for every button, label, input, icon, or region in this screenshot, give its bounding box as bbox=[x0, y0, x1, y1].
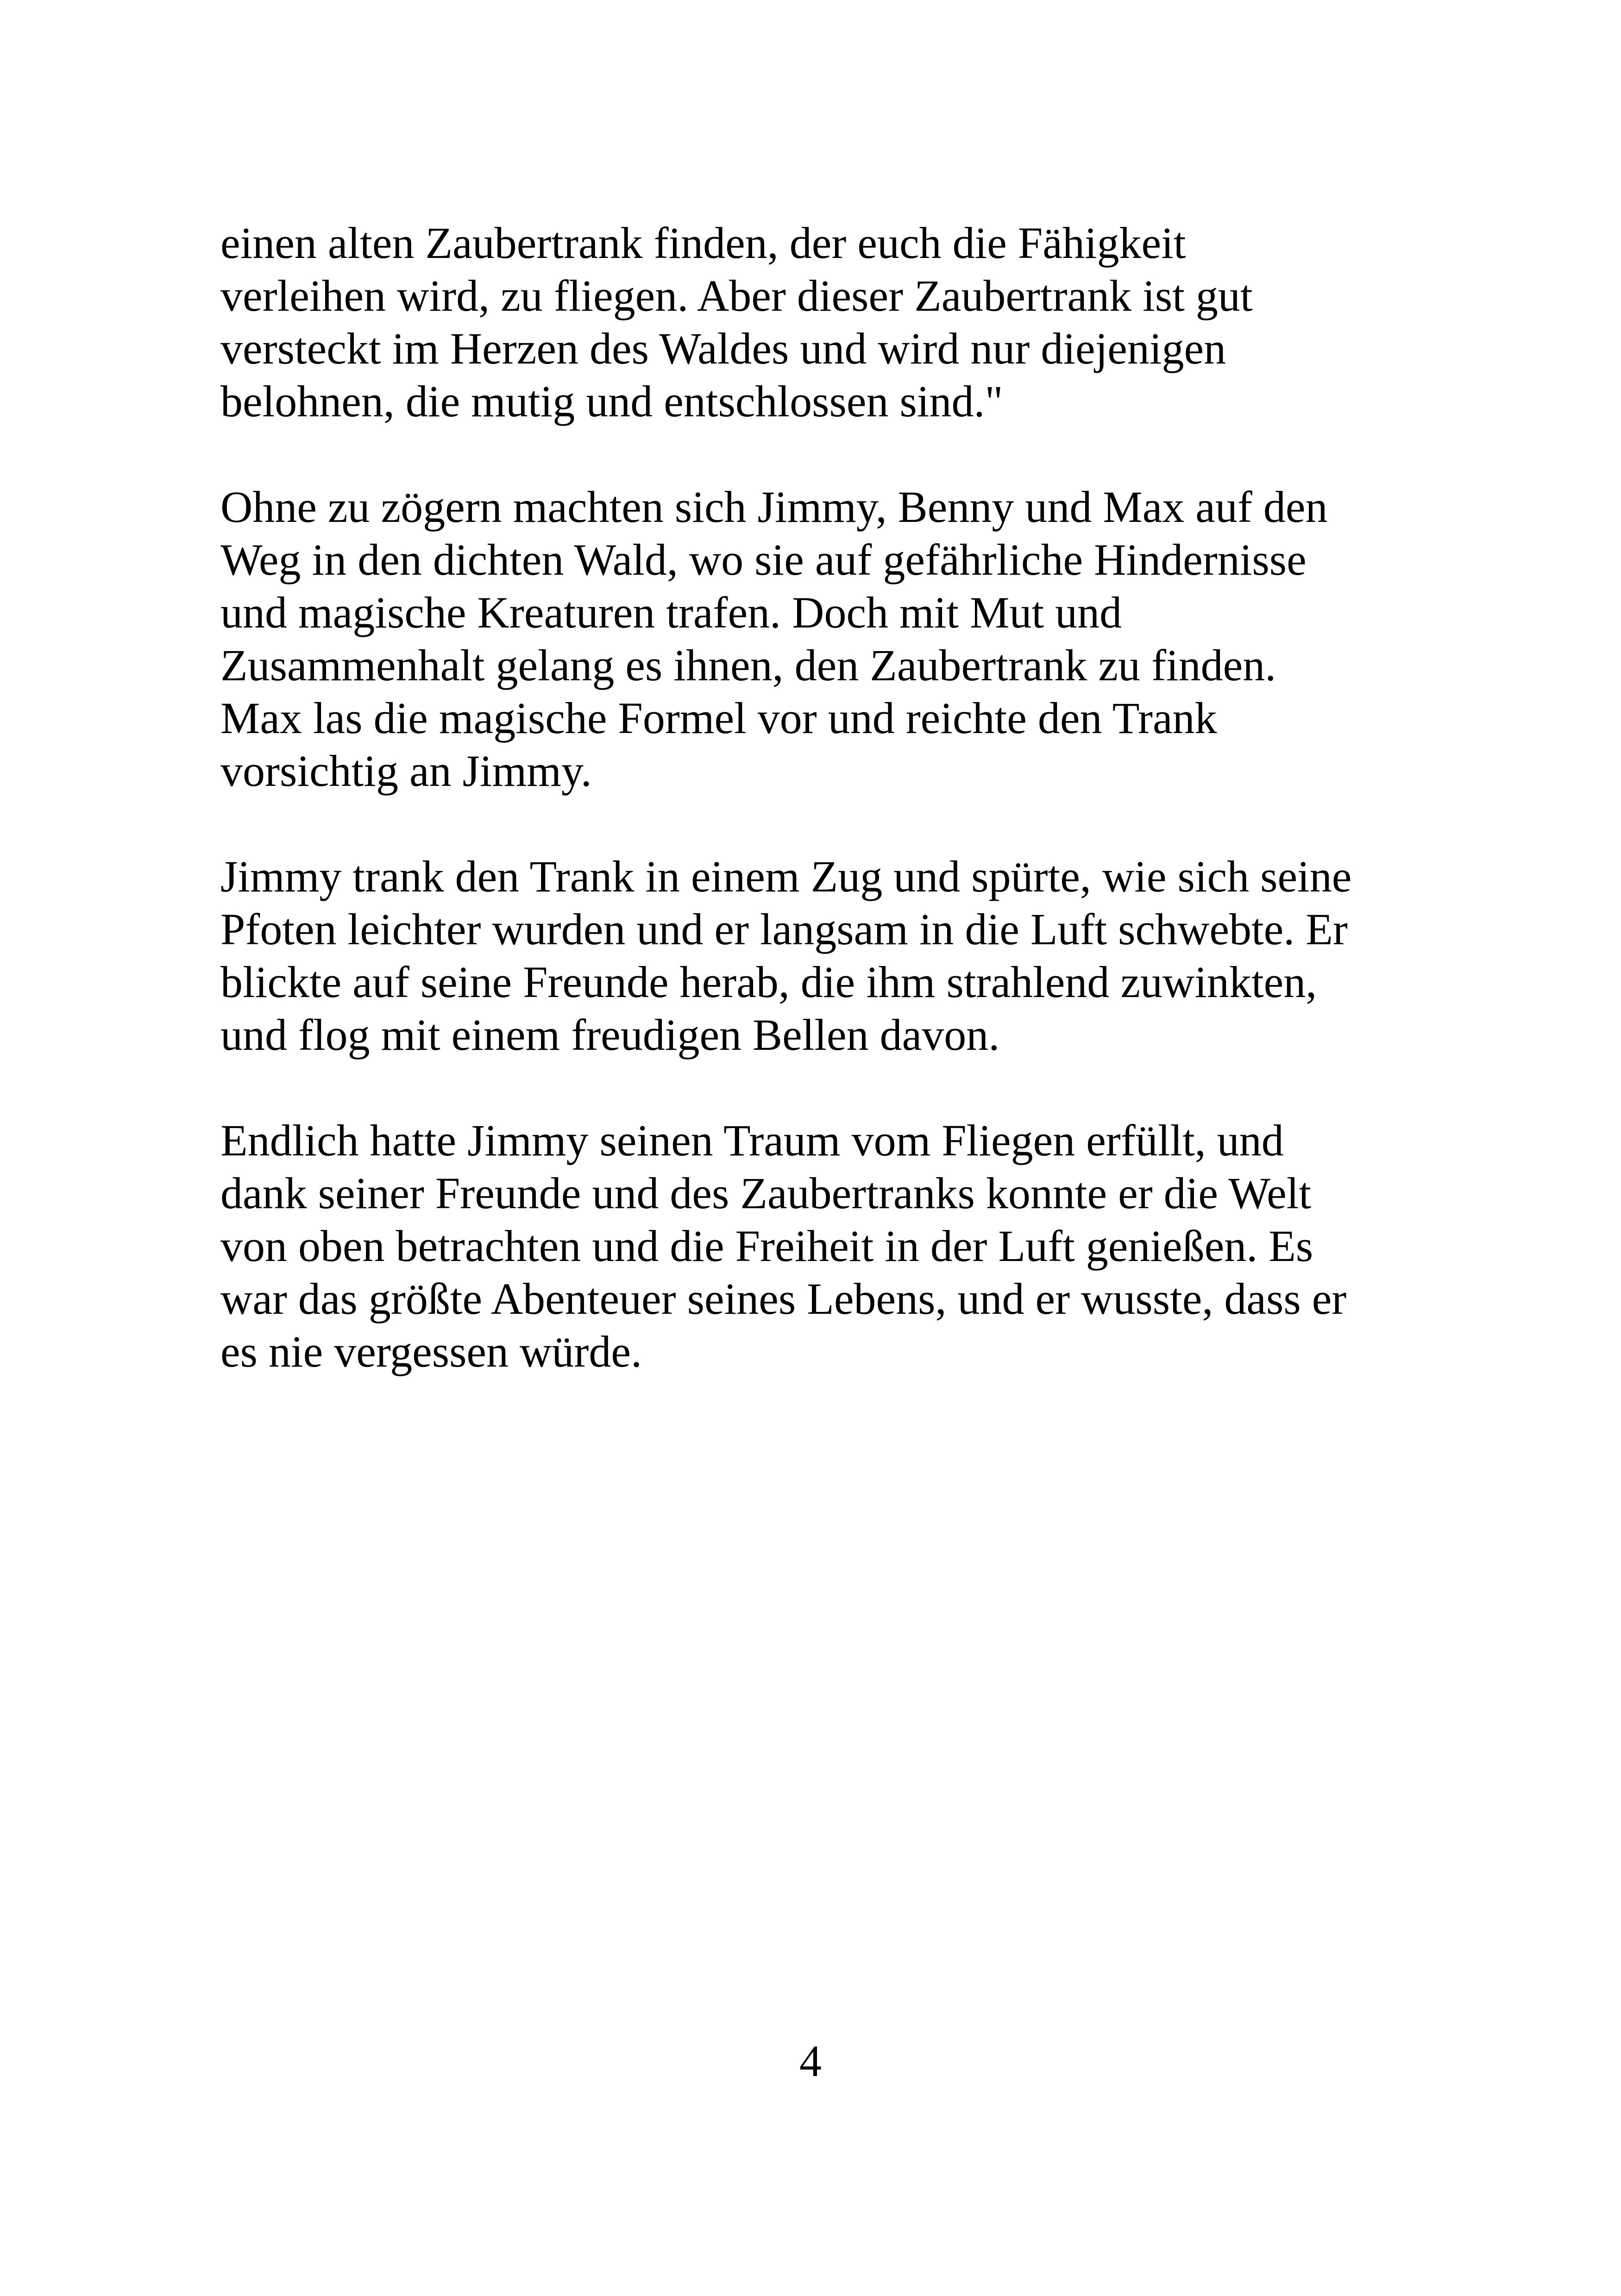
text-line: dank seiner Freunde und des Zaubertranks konnte er die Welt bbox=[220, 1168, 1312, 1218]
paragraph-2 bbox=[220, 481, 1480, 797]
text-line: einen alten Zaubertrank finden, der euch die Fähigkeit bbox=[220, 218, 1186, 268]
text-line: blickte auf seine Freunde herab, die ihm strahlend zuwinkten, bbox=[220, 957, 1317, 1007]
text-line: Max las die magische Formel vor und reichte den Trank bbox=[220, 693, 1217, 743]
text-line: verleihen wird, zu fliegen. Aber dieser Zaubertrank ist gut bbox=[220, 271, 1253, 320]
text-line: vorsichtig an Jimmy. bbox=[220, 746, 592, 796]
text-line: und magische Kreaturen trafen. Doch mit Mut und bbox=[220, 588, 1122, 637]
paragraph-spacer bbox=[220, 797, 1480, 850]
paragraph-3 bbox=[220, 850, 1480, 1061]
text-line: Ohne zu zögern machten sich Jimmy, Benny und Max auf den bbox=[220, 482, 1328, 532]
text-line: Weg in den dichten Wald, wo sie auf gefährliche Hindernisse bbox=[220, 535, 1307, 584]
text-line: von oben betrachten und die Freiheit in der Luft genießen. Es bbox=[220, 1221, 1313, 1271]
text-line: belohnen, die mutig und entschlossen sind." bbox=[220, 376, 1003, 426]
page-number: 4 bbox=[799, 2036, 822, 2086]
text-line: Jimmy trank den Trank in einem Zug und spürte, wie sich seine bbox=[220, 852, 1352, 901]
body-text bbox=[220, 217, 1480, 1378]
text-line: Pfoten leichter wurden und er langsam in die Luft schwebte. Er bbox=[220, 904, 1348, 954]
paragraph-spacer bbox=[220, 1061, 1480, 1114]
paragraph-4 bbox=[220, 1114, 1480, 1378]
text-line: war das größte Abenteuer seines Lebens, und er wusste, dass er bbox=[220, 1274, 1347, 1324]
text-line: es nie vergessen würde. bbox=[220, 1327, 642, 1376]
text-line: versteckt im Herzen des Waldes und wird nur diejenigen bbox=[220, 324, 1226, 373]
text-line: und flog mit einem freudigen Bellen davon. bbox=[220, 1010, 1000, 1060]
text-line: Endlich hatte Jimmy seinen Traum vom Fliegen erfüllt, und bbox=[220, 1116, 1284, 1165]
paragraph-1 bbox=[220, 217, 1480, 428]
paragraph-spacer bbox=[220, 428, 1480, 481]
text-line: Zusammenhalt gelang es ihnen, den Zaubertrank zu finden. bbox=[220, 640, 1276, 690]
